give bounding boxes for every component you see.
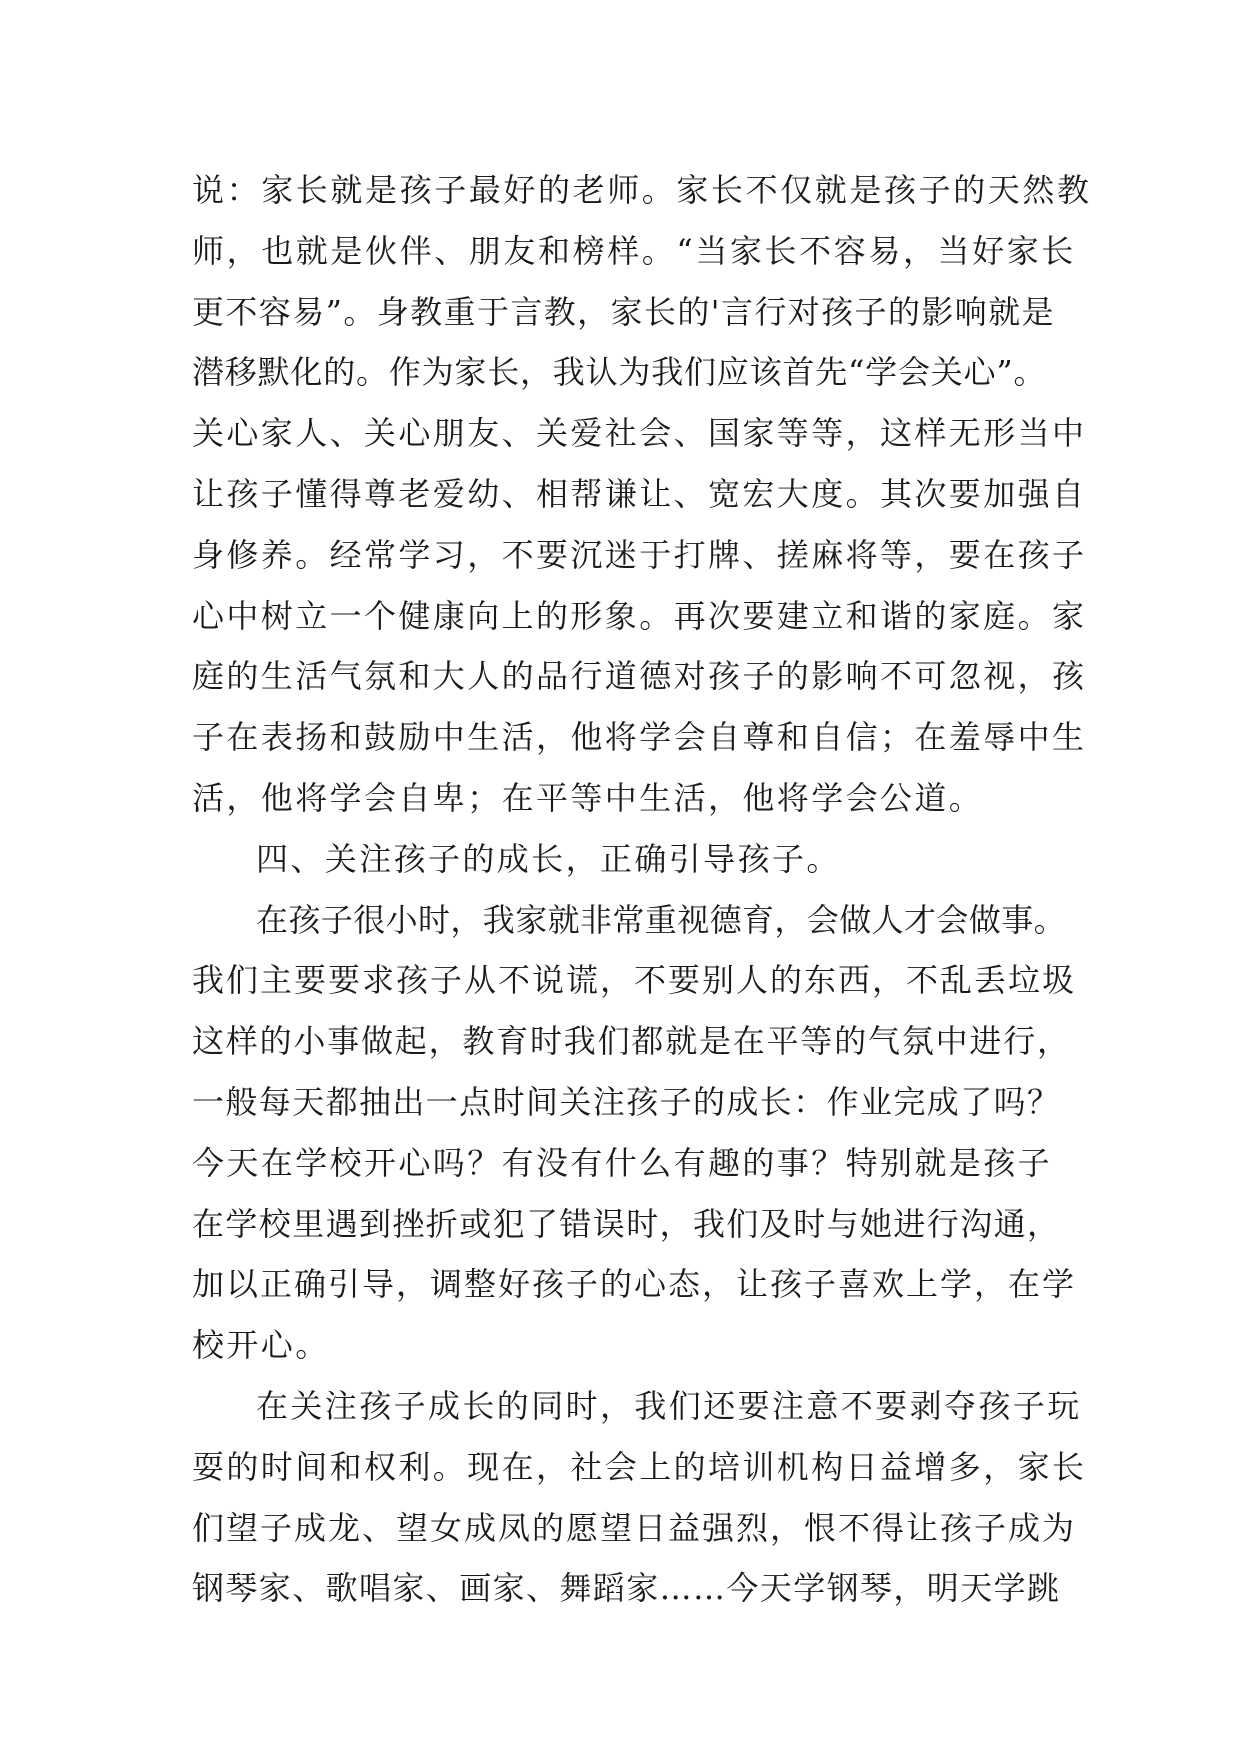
text-line: 潜移默化的。作为家长，我认为我们应该首先“学会关心”。 — [192, 353, 1047, 392]
text-line: 我们主要要求孩子从不说谎，不要别人的东西，不乱丢垃圾 — [192, 961, 1077, 1000]
text-line: 四、关注孩子的成长，正确引导孩子。 — [256, 839, 841, 878]
text-line: 校开心。 — [192, 1326, 330, 1365]
text-line: 身修养。经常学习，不要沉迷于打牌、搓麻将等，要在孩子 — [192, 535, 1087, 574]
text-line: 这样的小事做起，教育时我们都就是在平等的气氛中进行， — [192, 1022, 1071, 1061]
text-line: 耍的时间和权利。现在，社会上的培训机构日益增多，家长 — [192, 1447, 1087, 1486]
text-line: 活，他将学会自卑；在平等中生活，他将学会公道。 — [192, 778, 984, 817]
text-line: 让孩子懂得尊老爱幼、相帮谦让、宽宏大度。其次要加强自 — [192, 474, 1087, 513]
text-line: 庭的生活气氛和大人的品行道德对孩子的影响不可忽视，孩 — [192, 657, 1087, 696]
text-line: 一般每天都抽出一点时间关注孩子的成长：作业完成了吗？ — [192, 1082, 1061, 1121]
text-line: 今天在学校开心吗？有没有什么有趣的事？特别就是孩子 — [192, 1143, 1053, 1182]
text-line: 加以正确引导，调整好孩子的心态，让孩子喜欢上学，在学 — [192, 1265, 1077, 1304]
text-line: 说：家长就是孩子最好的老师。家长不仅就是孩子的天然教 — [192, 171, 1092, 209]
body-text — [192, 160, 1092, 1619]
text-line: 们望子成龙、望女成凤的愿望日益强烈，恨不得让孩子成为 — [192, 1508, 1077, 1547]
text-line: 心中树立一个健康向上的形象。再次要建立和谐的家庭。家 — [192, 596, 1087, 635]
text-line: 更不容易”。身教重于言教，家长的'言行对孩子的影响就是 — [192, 292, 1055, 331]
text-line: 钢琴家、歌唱家、画家、舞蹈家……今天学钢琴，明天学跳 — [192, 1569, 1061, 1608]
text-line: 关心家人、关心朋友、关爱社会、国家等等，这样无形当中 — [192, 414, 1087, 453]
text-line: 在关注孩子成长的同时，我们还要注意不要剥夺孩子玩 — [256, 1386, 1082, 1425]
text-line: 师，也就是伙伴、朋友和榜样。“当家长不容易，当好家长 — [192, 231, 1076, 270]
text-line: 在孩子很小时，我家就非常重视德育，会做人才会做事。 — [256, 900, 1067, 939]
text-line: 子在表扬和鼓励中生活，他将学会自尊和自信；在羞辱中生 — [192, 718, 1087, 757]
text-line: 在学校里遇到挫折或犯了错误时，我们及时与她进行沟通， — [192, 1204, 1061, 1243]
